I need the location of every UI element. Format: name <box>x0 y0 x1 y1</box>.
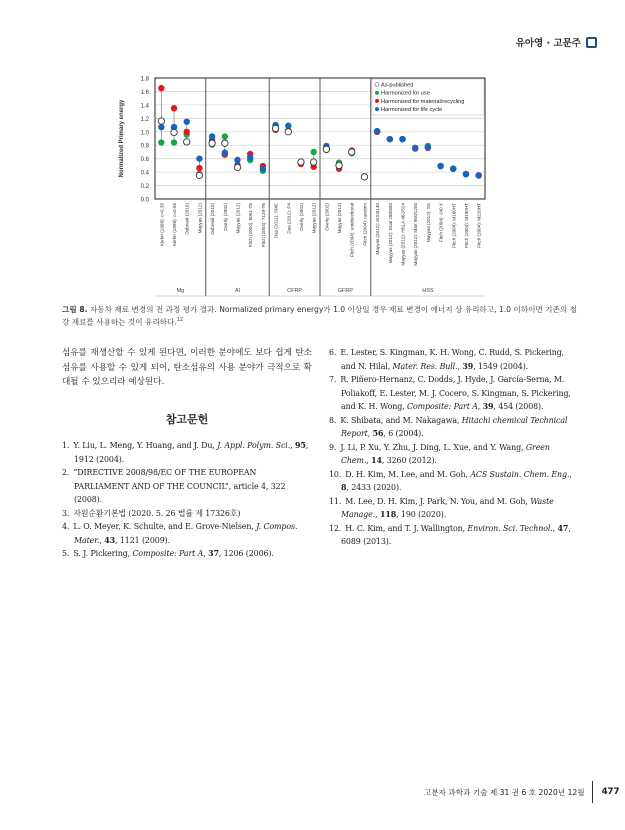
reference-volume: 56 <box>372 429 384 438</box>
reference-item <box>62 439 312 466</box>
reference-separator: , <box>477 402 483 411</box>
x-category-label: Kiefer (1998): c=0.55 <box>172 203 178 247</box>
data-point-as-published <box>209 140 215 146</box>
data-point-as-published <box>310 159 316 165</box>
legend-marker <box>375 107 379 111</box>
reference-journal: J. Appl. Polym. Sci. <box>217 441 291 450</box>
data-point-as-published <box>234 164 240 170</box>
reference-volume: 47 <box>557 523 569 533</box>
reference-authors: “DIRECTIVE 2008/98/EC OF THE EUROPEAN PARLIAMENT AND OF THE COUNCIL”, article 4, 322 (2008). <box>73 468 286 504</box>
reference-number: 1. <box>62 441 70 450</box>
data-point-harmonized-for-life-cycle <box>475 172 481 178</box>
data-point-harmonized-for-use <box>158 139 164 145</box>
references-title: 참고문헌 <box>165 412 209 426</box>
header-square-icon <box>586 37 597 48</box>
reference-journal: Green Chem. <box>341 442 550 465</box>
data-point-as-published <box>336 162 342 168</box>
reference-separator: , <box>552 523 558 533</box>
reference-item <box>329 522 579 549</box>
x-category-label: Mayyas (2012) <box>311 203 317 234</box>
reference-authors: 자원순환기본법 (2020. 5. 26 법률 제 17326호) <box>73 508 241 518</box>
legend-label: Harmonized for use <box>381 90 430 97</box>
x-category-label: Overly (2002) <box>298 203 304 231</box>
reference-separator: , <box>99 535 105 545</box>
data-point-harmonized-for-life-cycle <box>247 154 253 160</box>
left-column <box>62 346 312 561</box>
group-label: CFRP <box>287 288 303 294</box>
legend-label: Harmonized for material/recycling <box>381 98 465 105</box>
data-point-harmonized-for-life-cycle <box>450 166 456 172</box>
reference-pages-year: , 1912 (2004). <box>74 441 309 464</box>
x-category-label: Fitch (2004): M160HT <box>451 203 457 248</box>
reference-separator: , <box>290 441 295 450</box>
reference-journal: Composite: Part A <box>132 549 204 558</box>
group-label: GFRP <box>337 288 354 294</box>
data-point-harmonized-for-material-recycling <box>171 105 177 111</box>
data-point-harmonized-for-life-cycle <box>463 171 469 177</box>
footer-divider <box>592 781 593 803</box>
reference-volume: 43 <box>104 535 116 545</box>
reference-volume: 8 <box>341 483 347 492</box>
reference-volume: 37 <box>208 549 219 558</box>
header-authors: 유아영 · 고문주 <box>515 38 581 49</box>
figure-caption <box>62 305 582 328</box>
y-tick-label: 1.8 <box>140 76 149 83</box>
x-category-label: Dubreuil (2010) <box>184 203 190 235</box>
data-point-harmonized-for-life-cycle <box>412 145 418 151</box>
reference-volume: 39 <box>462 361 474 371</box>
group-label: Al <box>235 288 240 294</box>
x-category-label: Mayyas (2012): Dual 280/600 <box>387 203 393 264</box>
y-tick-label: 1.4 <box>140 103 149 110</box>
legend-marker <box>375 99 379 103</box>
y-tick-label: 1.6 <box>140 89 149 96</box>
data-point-as-published <box>196 172 202 178</box>
reference-pages-year: , 2433 (2020). <box>346 483 402 492</box>
page-footer <box>424 781 620 803</box>
reference-number: 12. <box>329 523 342 533</box>
x-category-label: Overly (2002) <box>222 203 228 231</box>
running-header <box>516 35 597 49</box>
reference-item <box>62 547 312 561</box>
data-point-harmonized-for-life-cycle <box>399 136 405 142</box>
data-point-as-published <box>184 139 190 145</box>
reference-pages-year: , 190 (2020). <box>396 510 447 519</box>
reference-volume: 39 <box>482 402 494 411</box>
reference-number: 3. <box>62 508 70 518</box>
reference-item <box>329 495 579 522</box>
group-label: Mg <box>176 288 185 294</box>
reference-separator: , <box>457 361 463 371</box>
reference-number: 2. <box>62 468 70 477</box>
reference-item <box>329 414 579 441</box>
data-point-as-published <box>349 149 355 155</box>
reference-separator: , <box>203 549 209 558</box>
data-point-harmonized-for-use <box>222 133 228 139</box>
data-point-as-published <box>323 146 329 152</box>
reference-volume: 95 <box>294 441 306 450</box>
reference-pages-year: , 1549 (2004). <box>473 361 529 371</box>
data-point-as-published <box>361 174 367 180</box>
reference-number: 10. <box>329 469 342 479</box>
reference-authors: D. H. Kim, M. Lee, and M. Goh, <box>345 469 471 479</box>
y-tick-label: 1.0 <box>140 130 149 137</box>
data-point-harmonized-for-life-cycle <box>196 155 202 161</box>
reference-separator: , <box>569 469 572 479</box>
reference-number: 7. <box>329 375 337 384</box>
reference-journal: ACS Sustain. Chem. Eng. <box>470 469 570 479</box>
body-paragraph: 섬유를 재생산할 수 있게 된다면, 이러한 분야에도 보다 쉽게 탄소섬유를 사용할 수 있게 되어, 탄소섬유의 사용 분야가 극적으로 확대될 수 있으리라 예상된다. <box>62 348 312 387</box>
data-point-harmonized-for-life-cycle <box>260 166 266 172</box>
x-category-label: Fitch (2004): 6061-T6 <box>248 203 254 248</box>
reference-separator: , <box>375 510 380 519</box>
reference-authors: R. Piñero-Hernanz, C. Dodds, J. Hyde, J. García-Serna, M. Poliakoff, E. Lester, M. J. Cocero, S. Kingman, S. Pickering, and K. H. Wong, <box>340 375 571 411</box>
data-point-harmonized-for-life-cycle <box>184 118 190 124</box>
x-category-label: Mayyas (2012): SS <box>425 203 431 243</box>
y-tick-label: 0.4 <box>140 170 149 177</box>
legend-label: Harmonized for life cycle <box>381 107 443 114</box>
data-point-as-published <box>222 140 228 146</box>
legend <box>372 79 484 115</box>
reference-separator: , <box>367 429 373 438</box>
reference-authors: M. Lee, D. H. Kim, J. Park, N. You, and M. Goh, <box>345 496 531 506</box>
x-category-label: Mayyas (2012): HSLA 462/524 <box>400 203 406 266</box>
data-point-as-published <box>285 129 291 135</box>
x-category-label: Das (2011): SMC <box>273 203 279 239</box>
data-point-as-published <box>298 159 304 165</box>
figure-8-chart <box>110 70 500 300</box>
caption-ref: 12 <box>176 317 184 323</box>
reference-authors: H. C. Kim, and T. J. Wallington, <box>345 523 468 533</box>
reference-journal: Composite: Part A <box>407 402 478 411</box>
x-category-label: Fitch (2004): random <box>362 203 368 246</box>
x-category-label: Overly (2002) <box>324 203 330 231</box>
reference-pages-year: , 3260 (2012). <box>381 456 437 465</box>
data-point-harmonized-for-life-cycle <box>234 157 240 163</box>
reference-number: 8. <box>329 415 337 425</box>
reference-journal: Hitachi chemical Technical Report <box>341 415 568 438</box>
reference-item <box>329 346 579 373</box>
data-point-harmonized-for-life-cycle <box>387 136 393 142</box>
references-list-right <box>329 346 579 549</box>
reference-authors: E. Lester, S. Kingman, K. H. Wong, C. Rudd, S. Pickering, and N. Hilal, <box>340 348 565 371</box>
x-category-label: Fitch (2004): 7129-T6 <box>260 203 266 248</box>
group-label: HSS <box>422 288 434 294</box>
reference-number: 6. <box>329 348 337 357</box>
chart-svg <box>110 70 500 300</box>
reference-authors: Y. Liu, L. Meng, Y. Huang, and J. Du, <box>73 441 218 450</box>
reference-item <box>329 373 579 414</box>
legend-marker <box>375 83 379 87</box>
x-category-label: Mayyas (2012) <box>337 203 343 234</box>
page-number: 477 <box>601 787 620 797</box>
caption-text: 자동차 재료 변경의 전 과정 평가 결과. Normalized primary energy가 1.0 이상일 경우 재료 변경이 에너지 상 유리하고, 1.0 이하이면 기존의 철강 재료를 사용하는 것이 유리하다. <box>62 305 577 327</box>
x-category-label: Fitch (2004): M220HT <box>476 203 482 248</box>
reference-journal: Environ. Sci. Technol. <box>467 523 553 533</box>
reference-item <box>329 441 579 468</box>
data-point-harmonized-for-life-cycle <box>209 133 215 139</box>
reference-authors: J. Li, P. Xu, Y. Zhu, J. Ding, L. Xue, and Y. Wang, <box>340 442 526 452</box>
reference-journal: Waste Manage. <box>341 496 554 519</box>
x-category-label: Dubreuil (2010) <box>210 203 216 235</box>
x-category-label: Mayyas (2012): Mart 950/1200 <box>413 203 419 266</box>
caption-label: 그림 8. <box>62 305 88 314</box>
reference-number: 4. <box>62 522 70 531</box>
data-point-harmonized-for-material-recycling <box>158 85 164 91</box>
reference-volume: 118 <box>379 510 397 519</box>
x-category-label: Mayyas (2012) <box>235 203 241 234</box>
reference-journal: Mater. Res. Bull. <box>392 361 458 371</box>
y-tick-label: 0.6 <box>140 157 149 164</box>
reference-pages-year: , 6 (2004). <box>383 429 424 438</box>
legend-marker <box>375 91 379 95</box>
reference-authors: L. O. Meyer, K. Schulte, and E. Grove-Nielsen, <box>73 522 257 531</box>
data-point-harmonized-for-life-cycle <box>374 128 380 134</box>
data-point-harmonized-for-life-cycle <box>222 149 228 155</box>
reference-number: 5. <box>62 549 70 558</box>
x-category-label: Fitch (2004): 140 X <box>438 203 444 243</box>
reference-number: 11. <box>329 496 342 506</box>
reference-pages-year: , 6089 (2013). <box>341 523 571 546</box>
data-point-harmonized-for-life-cycle <box>425 144 431 150</box>
data-point-as-published <box>158 118 164 124</box>
y-tick-label: 0.0 <box>140 197 149 204</box>
data-point-harmonized-for-use <box>310 149 316 155</box>
data-point-harmonized-for-life-cycle <box>158 124 164 130</box>
data-point-harmonized-for-material-recycling <box>184 129 190 135</box>
reference-authors: K. Shibata, and M. Nakagawa, <box>340 415 462 425</box>
data-point-as-published <box>171 129 177 135</box>
x-category-label: Kiefer (1998): c=0.35 <box>159 203 165 247</box>
right-column <box>329 346 579 549</box>
reference-item <box>329 468 579 495</box>
y-tick-label: 0.8 <box>140 143 149 150</box>
reference-pages-year: , 1121 (2009). <box>115 535 170 545</box>
y-tick-label: 1.2 <box>140 116 149 123</box>
reference-pages-year: , 454 (2008). <box>493 402 544 411</box>
data-point-as-published <box>272 125 278 131</box>
x-category-label: Fitch (2004): M190HT <box>463 203 469 248</box>
x-category-label: Das (2011): P4 <box>286 203 292 234</box>
data-point-harmonized-for-material-recycling <box>196 165 202 171</box>
y-tick-label: 0.2 <box>140 184 149 191</box>
reference-journal: J. Compos. Mater. <box>74 522 298 545</box>
reference-pages-year: , 1206 (2006). <box>218 549 274 558</box>
reference-number: 9. <box>329 442 337 452</box>
y-axis-label: Normalized Primary energy <box>119 99 125 178</box>
reference-volume: 14 <box>371 456 382 465</box>
x-category-label: Mayyas (2012): AISI3140 <box>375 203 381 255</box>
footer-journal: 고분자 과학과 기술 제 31 권 6 호 2020년 12월 <box>424 787 585 797</box>
references-list-left <box>62 439 312 561</box>
reference-item <box>62 507 312 521</box>
x-category-label: Fitch (2004): unidirectional <box>349 203 355 258</box>
reference-separator: , <box>366 456 372 465</box>
data-point-harmonized-for-life-cycle <box>437 163 443 169</box>
x-category-label: Mayyas (2012) <box>197 203 203 234</box>
reference-item <box>62 466 312 507</box>
data-point-harmonized-for-use <box>171 139 177 145</box>
reference-authors: S. J. Pickering, <box>73 549 133 558</box>
legend-label: As-published <box>381 82 414 89</box>
data-point-harmonized-for-life-cycle <box>285 123 291 129</box>
reference-item <box>62 520 312 547</box>
